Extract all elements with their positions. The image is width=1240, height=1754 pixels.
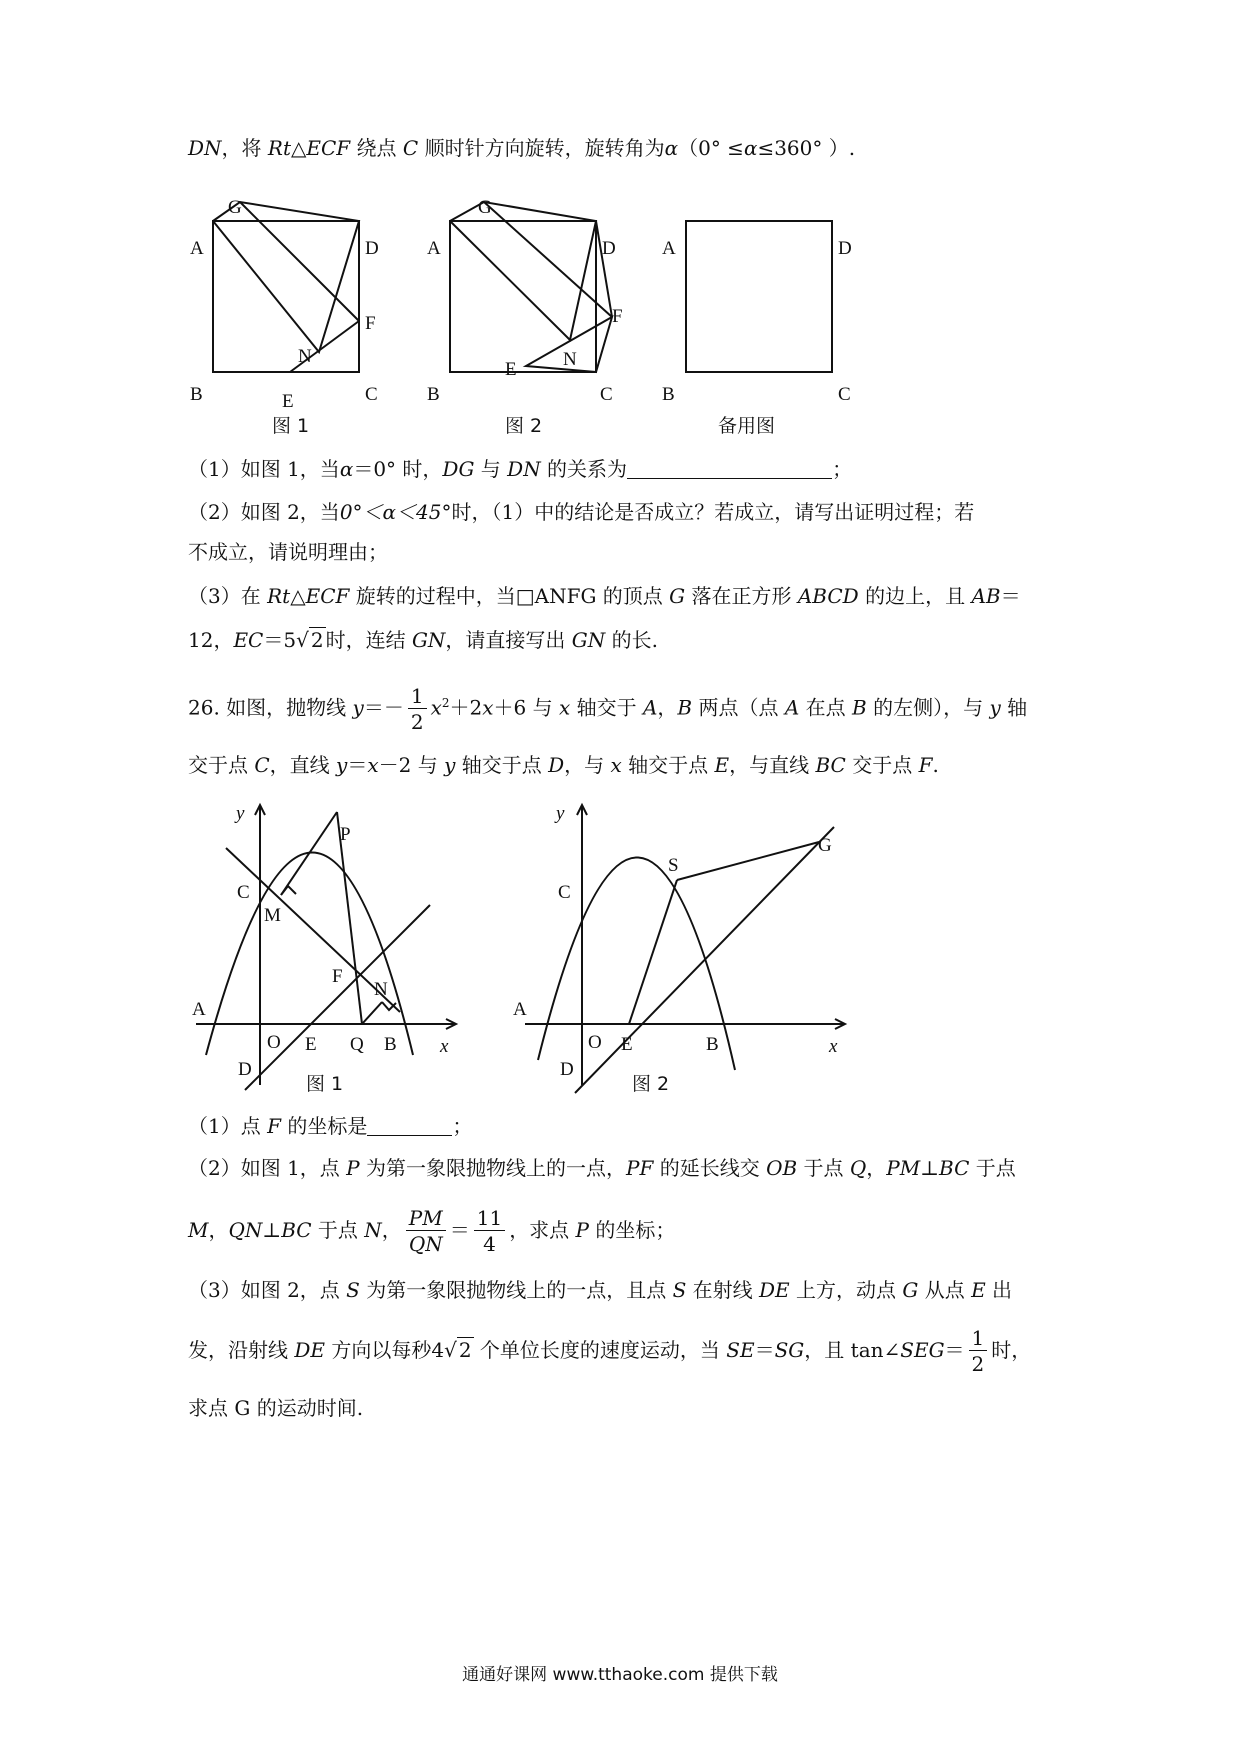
fig2-label-n: N [563, 349, 577, 370]
g1-label: A [192, 999, 206, 1020]
text: ＋2 [449, 695, 483, 720]
text: 轴交于点 [455, 753, 549, 777]
fig3-label-d: D [838, 238, 852, 259]
g2-label: E [621, 1034, 633, 1055]
g1-label: x [440, 1036, 449, 1057]
text: 求点 G 的运动时间. [188, 1396, 364, 1420]
text: ＝ [263, 628, 284, 652]
g1-label: E [305, 1034, 317, 1055]
g1-caption: 图 1 [306, 1073, 344, 1095]
q25-part3-cont: 12，EC＝5√ 2 时，连结 GN，请直接写出 GN 的长. [188, 628, 658, 652]
text: △ [291, 136, 307, 160]
g2-caption: 图 2 [632, 1073, 670, 1095]
text: 顺时针方向旋转，旋转角为 [418, 136, 665, 160]
fig1-label-n: N [298, 346, 312, 367]
answer-blank[interactable] [627, 460, 832, 479]
text: DE [294, 1338, 325, 1362]
fraction-pm-qn [406, 1206, 446, 1257]
text: （2）如图 2，当 [188, 500, 340, 524]
q26-sub3-end [188, 1394, 1052, 1422]
fig1-square [213, 221, 359, 372]
text: 方向以每秒 [325, 1338, 432, 1362]
text: A [784, 695, 800, 720]
fig2-label-d: D [602, 238, 616, 259]
text: y [352, 695, 364, 720]
text: ABCD [797, 584, 859, 608]
text: 交于点 [845, 753, 919, 777]
g1-right-angle-m [281, 886, 296, 895]
text: 旋转的过程中，当 [349, 584, 516, 608]
g2-label: S [668, 855, 679, 876]
text: ≤360° ）. [757, 136, 856, 160]
fig1-lines [213, 202, 359, 352]
fig2-label-e: E [505, 359, 517, 380]
text: 时，连结 [325, 628, 412, 652]
text: 在射线 [686, 1278, 760, 1302]
text: Q [849, 1156, 867, 1180]
text: （2）如图 1，点 [188, 1156, 347, 1180]
fig3-label-c: C [838, 384, 851, 405]
g1-label: M [264, 905, 281, 926]
text: x [430, 695, 442, 720]
sqrt-radicand: 2 [458, 1338, 472, 1362]
fig2-lines [450, 202, 596, 340]
fig2-line-fd [596, 221, 612, 317]
text: P [575, 1218, 590, 1242]
text: 为第一象限抛物线上的一点， [359, 1156, 626, 1180]
text: SE [726, 1338, 755, 1362]
text: D [548, 753, 565, 777]
text: 两点（点 [692, 695, 785, 720]
fig1-label-c: C [365, 384, 378, 405]
g2-label: G [818, 835, 832, 856]
text: B [677, 695, 693, 720]
text: N [364, 1218, 382, 1242]
fig2-line-gf [484, 202, 612, 317]
fig1-label-a: A [190, 238, 204, 259]
g1-line-qn [362, 1002, 382, 1024]
text: 的左侧），与 [866, 695, 990, 720]
text: 上方，动点 [789, 1278, 903, 1302]
text: GN [411, 628, 446, 652]
page-footer: 通通好课网 www.tthaoke.com 提供下载 [462, 1665, 778, 1685]
g1-label: O [267, 1032, 281, 1053]
g2-label: D [560, 1059, 574, 1080]
text: 1 [408, 684, 427, 709]
text: 的坐标； [589, 1218, 676, 1242]
fig1-label-f: F [365, 313, 376, 334]
text: 于点 [311, 1218, 365, 1242]
text: C [254, 753, 270, 777]
alpha-symbol: α [664, 136, 679, 160]
text: －2 与 [378, 753, 445, 777]
text: BC [281, 1218, 312, 1242]
text: 的延长线交 [653, 1156, 767, 1180]
text: ，将 [221, 136, 268, 160]
text: DN [507, 457, 541, 481]
text: A [642, 695, 658, 720]
text: ＝ [347, 753, 368, 777]
g1-label: P [340, 824, 351, 845]
text: EC [233, 628, 264, 652]
text: 轴 [1000, 695, 1028, 720]
text: Rt [267, 136, 292, 160]
g1-line-de [245, 905, 430, 1090]
text: 在点 [799, 695, 853, 720]
text: ECF [305, 584, 350, 608]
q26-sub1 [188, 1112, 1052, 1140]
q26-line2 [188, 751, 1052, 779]
text: 出 [985, 1278, 1013, 1302]
intro-line [188, 134, 1052, 162]
text: E [714, 753, 730, 777]
text: 2 [441, 696, 450, 710]
q25-part2-cont [188, 538, 1052, 566]
text: C [402, 136, 419, 160]
fig1-label-e: E [282, 391, 294, 412]
g2-label: B [706, 1034, 719, 1055]
text: 时， [991, 1338, 1032, 1362]
text: 4 [431, 1338, 445, 1362]
text: 落在正方形 [685, 584, 798, 608]
text: ⊥ [262, 1218, 282, 1242]
fig1-label-b: B [190, 384, 203, 405]
g2-label: x [829, 1036, 838, 1057]
text: ＝ [449, 1218, 470, 1242]
text: y [336, 753, 348, 777]
text: G [902, 1278, 919, 1302]
fig1-caption: 图 1 [272, 415, 310, 437]
fig2-label-f: F [612, 306, 623, 327]
text: x [610, 753, 622, 777]
text: Rt [267, 584, 291, 608]
alpha-symbol: α [339, 457, 354, 481]
text: ， [866, 1156, 887, 1180]
text: x [558, 695, 571, 720]
text: （3）如图 2，点 [188, 1278, 347, 1302]
text: 轴交于 [570, 695, 643, 720]
text: ＝－ [363, 695, 404, 720]
text: ，与直线 [729, 753, 816, 777]
fraction-11-4 [474, 1206, 505, 1257]
text: y [989, 695, 1001, 720]
text: PM [406, 1206, 446, 1231]
fig3-caption: 备用图 [718, 415, 776, 437]
text: G [669, 584, 686, 608]
text: S [672, 1278, 687, 1302]
g1-label: N [374, 979, 388, 1000]
text: BC [815, 753, 846, 777]
text: 的顶点 [596, 584, 670, 608]
text: 与 [474, 457, 508, 481]
text: SEG [900, 1338, 945, 1362]
g2-label: O [588, 1032, 602, 1053]
text: S [346, 1278, 360, 1302]
text: DE [759, 1278, 790, 1302]
text: GN [571, 628, 606, 652]
text: QN [228, 1218, 263, 1242]
g2-line-de [575, 827, 834, 1093]
text: DG [442, 457, 475, 481]
text: ， [381, 1218, 402, 1242]
g1-right-angle-n [382, 1002, 396, 1010]
text: 从点 [918, 1278, 972, 1302]
sqrt-radicand: 2 [310, 628, 324, 652]
text: 2 [971, 1352, 985, 1376]
text: 1 [969, 1326, 988, 1351]
text: QN [408, 1232, 443, 1256]
figure-set-2 [0, 795, 1240, 1105]
text: ，求点 [509, 1218, 576, 1242]
g1-label: Q [350, 1034, 364, 1055]
g1-label: y [236, 803, 245, 824]
text: 交于点 [188, 753, 255, 777]
q26-sub3-cont: 发，沿射线 DE 方向以每秒4√ 2 个单位长度的速度运动，当 SE＝SG，且 tan∠SEG＝ $\frac{1}{2}$ 时， [188, 1326, 1032, 1376]
text: ＝ [1000, 584, 1021, 608]
q26-sub3 [188, 1276, 1052, 1304]
fig1-label-d: D [365, 238, 379, 259]
text-dn: DN [188, 136, 222, 160]
fig2-label-c: C [600, 384, 613, 405]
text: BC [939, 1156, 970, 1180]
text: ECF [306, 136, 351, 160]
text: M [188, 1218, 209, 1242]
text: ； [452, 1114, 473, 1138]
text: B [852, 695, 867, 720]
fig2-label-b: B [427, 384, 440, 405]
text: 发，沿射线 [188, 1338, 295, 1362]
q25-part3 [188, 582, 1052, 610]
text: PF [626, 1156, 654, 1180]
text: y [444, 753, 456, 777]
text: ，直线 [269, 753, 337, 777]
fig2-label-g2: G [478, 197, 492, 218]
fig3-square [686, 221, 832, 372]
text: 的坐标是 [280, 1114, 368, 1138]
text: ，且 tan∠ [804, 1338, 901, 1362]
answer-blank[interactable] [367, 1117, 452, 1136]
text: F [918, 753, 933, 777]
g2-label: A [513, 999, 527, 1020]
text: 不成立，请说明理由； [188, 540, 388, 564]
g1-label: D [238, 1059, 252, 1080]
text: 12， [188, 628, 234, 652]
text: 的边上，且 [858, 584, 972, 608]
g2-line-sg [677, 842, 819, 880]
text: 绕点 [350, 136, 403, 160]
text: ＝ [754, 1338, 775, 1362]
text: ， [657, 695, 678, 720]
text: （1）点 [188, 1114, 268, 1138]
g1-line-pm [281, 812, 337, 895]
text: 于点 [797, 1156, 850, 1180]
g2-label: C [558, 882, 571, 903]
g2-label: y [556, 803, 565, 824]
text: x [482, 695, 494, 720]
text: 时，（1）中的结论是否成立？若成立，请写出证明过程；若 [451, 500, 975, 524]
text: △ [290, 584, 306, 608]
text: ＝0° 时， [353, 457, 443, 481]
text: ，与 [564, 753, 611, 777]
text: . [932, 753, 939, 777]
text: （1）如图 1，当 [188, 457, 340, 481]
text: ＋6 与 [493, 695, 559, 720]
g2-line-es [629, 880, 677, 1024]
fraction-half-2 [969, 1326, 988, 1377]
text: E [971, 1278, 986, 1302]
alpha-symbol: α [743, 136, 758, 160]
text: P [346, 1156, 360, 1180]
q25-part1 [188, 455, 1052, 483]
text: ，请直接写出 [445, 628, 572, 652]
fig2-caption: 图 2 [505, 415, 543, 437]
q26-line1 [188, 678, 1052, 734]
q26-sub2 [188, 1154, 1052, 1182]
text: SG [774, 1338, 805, 1362]
text: OB [766, 1156, 798, 1180]
text: AB [971, 584, 1001, 608]
text: 的关系为 [540, 457, 628, 481]
text: 个单位长度的速度运动，当 [473, 1338, 727, 1362]
text: 4 [483, 1232, 496, 1256]
text: 的长. [605, 628, 658, 652]
text: 11 [474, 1206, 505, 1231]
text: 2 [410, 709, 424, 734]
q25-part2 [188, 498, 1052, 526]
g1-label: F [332, 966, 343, 987]
fig1-line-gf [240, 202, 359, 321]
q26-sub2-cont [188, 1198, 1052, 1262]
text: ， [208, 1218, 229, 1242]
fig3-label-b: B [662, 384, 675, 405]
g1-label: C [237, 882, 250, 903]
text: PM [886, 1156, 921, 1180]
fig3-label-a: A [662, 238, 676, 259]
text: □ANFG [515, 584, 597, 608]
text: 于点 [969, 1156, 1016, 1180]
text: （3）在 [188, 584, 268, 608]
fraction-half [408, 684, 427, 735]
text: 轴交于点 [621, 753, 715, 777]
g1-label: B [384, 1034, 397, 1055]
text: 0°＜α＜45° [339, 500, 452, 524]
text: x [367, 753, 379, 777]
text: F [267, 1114, 281, 1138]
text: ⊥ [920, 1156, 940, 1180]
text: 26. 如图，抛物线 [188, 695, 353, 720]
text: ； [832, 457, 853, 481]
figure-set-1 [0, 170, 1240, 450]
fig2-label-a: A [427, 238, 441, 259]
fig1-label-g: G [228, 197, 242, 218]
text: （0° ≤ [678, 136, 744, 160]
text: 为第一象限抛物线上的一点，且点 [359, 1278, 673, 1302]
text: 5 [283, 628, 297, 652]
text: ＝ [944, 1338, 965, 1362]
